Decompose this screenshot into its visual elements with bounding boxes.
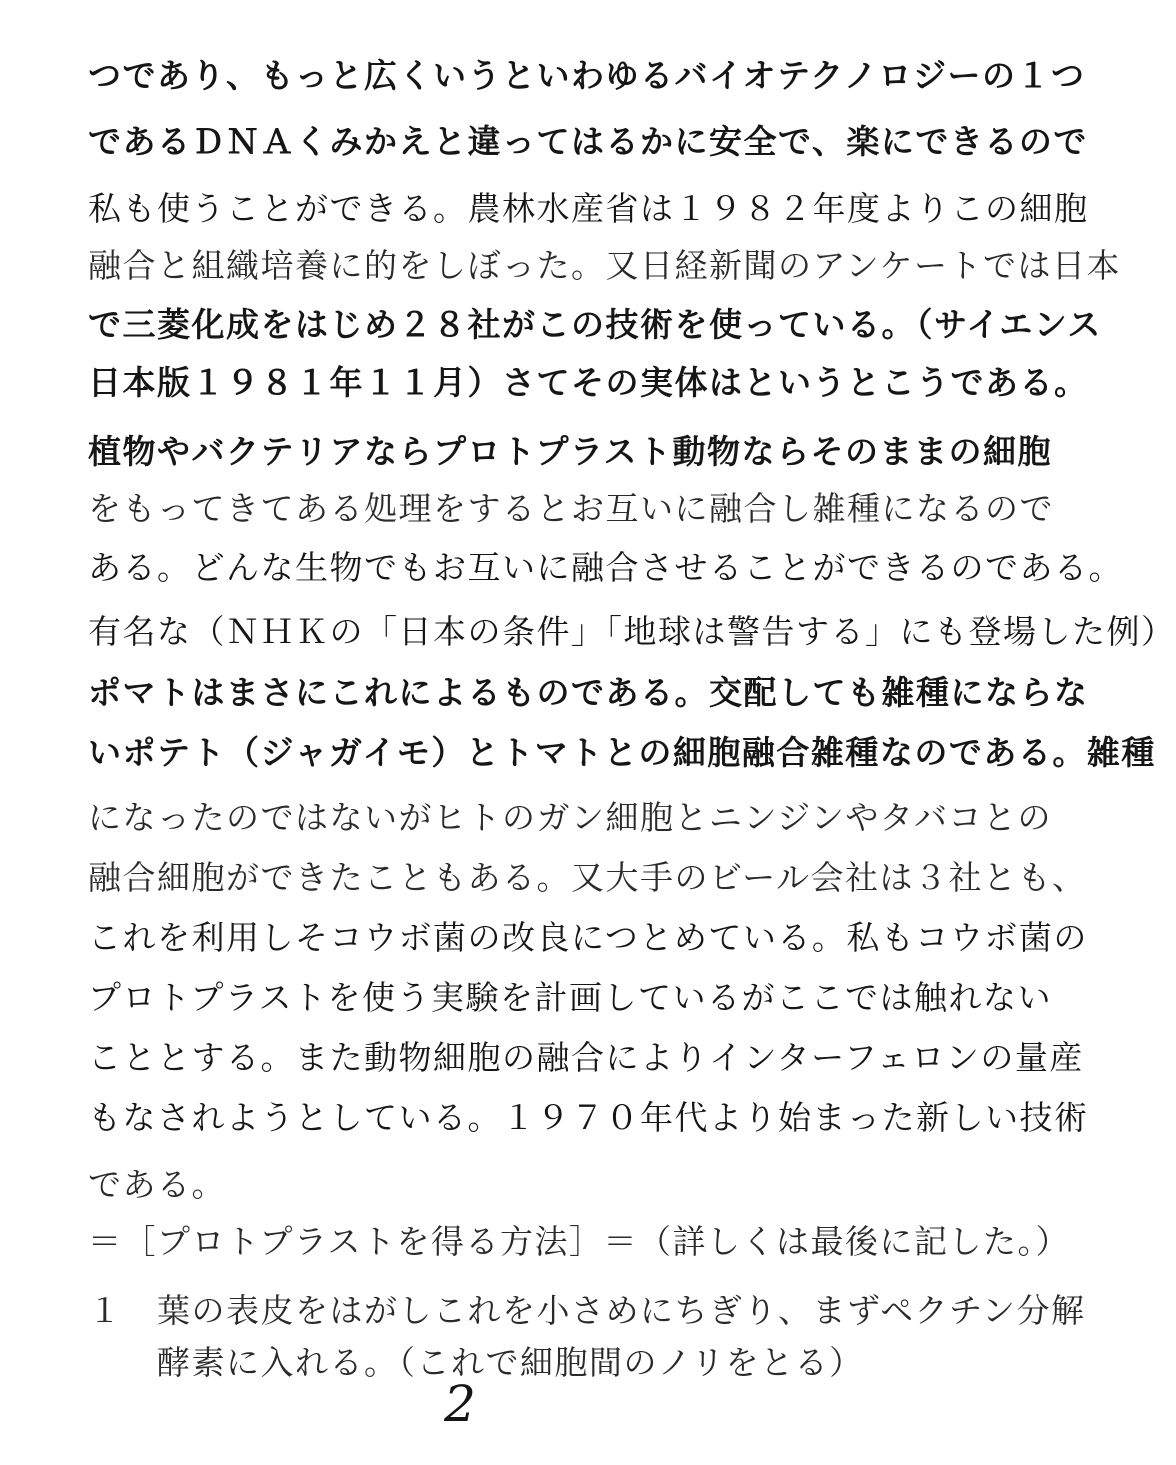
text-line: になったのではないがヒトのガン細胞とニンジンやタバコとの xyxy=(88,798,1053,837)
text-line: をもってきてある処理をするとお互いに融合し雑種になるので xyxy=(88,489,1054,528)
text-line: もなされようとしている。１９７０年代より始まった新しい技術 xyxy=(88,1098,1089,1137)
list-item-continuation: 酵素に入れる。（これで細胞間のノリをとる） xyxy=(88,1343,864,1382)
list-item: １ 葉の表皮をはがしこれを小さめにちぎり、まずペクチン分解 xyxy=(88,1291,1086,1330)
text-line: 有名な（ＮＨＫの「日本の条件」「地球は警告する」にも登場した例） xyxy=(88,612,1176,651)
text-line: ある。どんな生物でもお互いに融合させることができるのである。 xyxy=(88,548,1123,587)
text-line: つであり、もっと広くいうといわゆるバイオテクノロジーの１つ xyxy=(88,56,1086,95)
page-number: 2 xyxy=(444,1375,476,1433)
text-line: 日本版１９８１年１１月）さてその実体はというとこうである。 xyxy=(88,363,1089,402)
text-line: 植物やバクテリアならプロトプラスト動物ならそのままの細胞 xyxy=(88,432,1053,471)
section-heading: ＝［プロトプラストを得る方法］＝（詳しくは最後に記した。） xyxy=(88,1222,1071,1261)
text-line: これを利用しそコウボ菌の改良につとめている。私もコウボ菌の xyxy=(88,918,1088,957)
text-line: ポマトはまさにこれによるものである。交配しても雑種にならな xyxy=(88,673,1089,712)
text-line: であるＤＮＡくみかえと違ってはるかに安全で、楽にできるので xyxy=(88,122,1088,161)
text-line: 融合と組織培養に的をしぼった。又日経新聞のアンケートでは日本 xyxy=(88,246,1122,285)
text-line: プロトプラストを使う実験を計画しているがここでは触れない xyxy=(88,978,1053,1017)
text-line: である。 xyxy=(88,1165,226,1204)
text-line: こととする。また動物細胞の融合によりインターフェロンの量産 xyxy=(88,1038,1084,1077)
text-line: で三菱化成をはじめ２８社がこの技術を使っている。（サイエンス xyxy=(88,305,1102,344)
text-line: 私も使うことができる。農林水産省は１９８２年度よりこの細胞 xyxy=(88,189,1089,228)
text-line: 融合細胞ができたこともある。又大手のビール会社は３社とも、 xyxy=(88,858,1087,897)
text-line: いポテト（ジャガイモ）とトマトとの細胞融合雑種なのである。雑種 xyxy=(88,733,1156,772)
